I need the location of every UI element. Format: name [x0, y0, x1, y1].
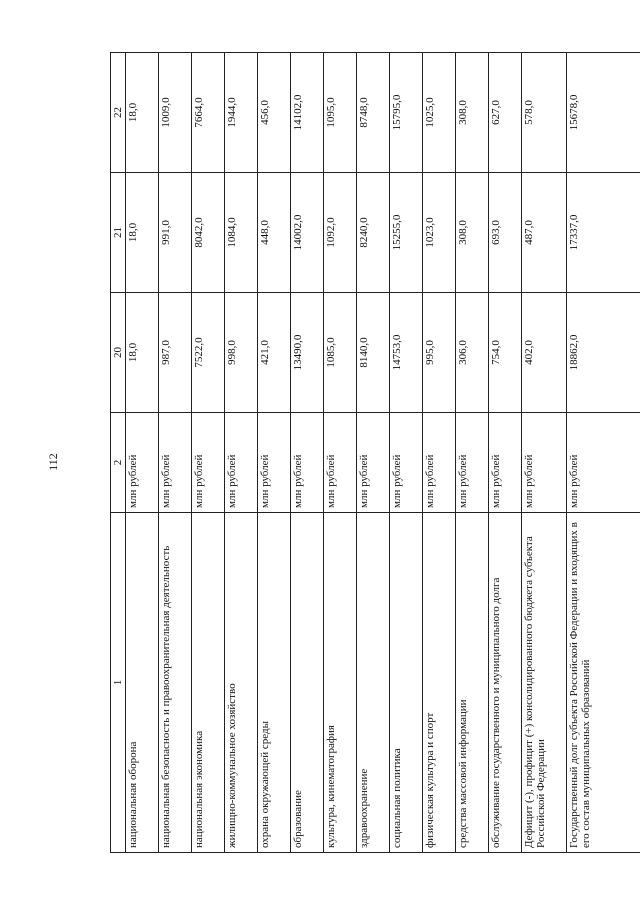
table-row — [456, 53, 489, 853]
value-22: 15795,0 — [390, 53, 423, 173]
value-22: 18,0 — [126, 53, 159, 173]
row-name: национальная оборона — [126, 513, 159, 853]
table-row — [159, 53, 192, 853]
column-header: 21 — [111, 173, 126, 293]
column-header: 20 — [111, 293, 126, 413]
value-21: 991,0 — [159, 173, 192, 293]
value-20: 18862,0 — [567, 293, 640, 413]
table-row — [489, 53, 522, 853]
table-row — [126, 53, 159, 853]
value-20: 995,0 — [423, 293, 456, 413]
value-22: 7664,0 — [192, 53, 225, 173]
row-unit: млн рублей — [456, 413, 489, 513]
table-body — [126, 53, 640, 853]
table-row — [567, 53, 640, 853]
row-name: здравоохранение — [357, 513, 390, 853]
value-21: 14002,0 — [291, 173, 324, 293]
row-unit: млн рублей — [522, 413, 567, 513]
value-22: 456,0 — [258, 53, 291, 173]
table-row — [192, 53, 225, 853]
value-22: 1944,0 — [225, 53, 258, 173]
row-name: национальная безопасность и правоохранительная деятельность — [159, 513, 192, 853]
value-21: 17337,0 — [567, 173, 640, 293]
row-unit: млн рублей — [357, 413, 390, 513]
row-unit: млн рублей — [126, 413, 159, 513]
row-unit: млн рублей — [159, 413, 192, 513]
budget-table — [110, 52, 640, 853]
row-name: Государственный долг субъекта Российской Федерации и входящих в его состав муниципальных образований — [567, 513, 640, 853]
table-row — [258, 53, 291, 853]
value-22: 8748,0 — [357, 53, 390, 173]
row-unit: млн рублей — [567, 413, 640, 513]
row-name: образование — [291, 513, 324, 853]
row-name: физическая культура и спорт — [423, 513, 456, 853]
column-header: 2 — [111, 413, 126, 513]
column-header: 22 — [111, 53, 126, 173]
row-name: средства массовой информации — [456, 513, 489, 853]
table-row — [225, 53, 258, 853]
value-20: 421,0 — [258, 293, 291, 413]
table-row — [390, 53, 423, 853]
value-21: 1084,0 — [225, 173, 258, 293]
value-21: 15255,0 — [390, 173, 423, 293]
row-name: обслуживание государственного и муниципального долга — [489, 513, 522, 853]
column-header: 1 — [111, 513, 126, 853]
table-header-row — [111, 53, 126, 853]
value-21: 1023,0 — [423, 173, 456, 293]
row-unit: млн рублей — [192, 413, 225, 513]
value-22: 627,0 — [489, 53, 522, 173]
row-unit: млн рублей — [258, 413, 291, 513]
value-21: 8042,0 — [192, 173, 225, 293]
row-unit: млн рублей — [291, 413, 324, 513]
value-20: 402,0 — [522, 293, 567, 413]
row-unit: млн рублей — [225, 413, 258, 513]
value-21: 693,0 — [489, 173, 522, 293]
row-name: жилищно-коммунальное хозяйство — [225, 513, 258, 853]
value-20: 7522,0 — [192, 293, 225, 413]
value-21: 448,0 — [258, 173, 291, 293]
value-22: 14102,0 — [291, 53, 324, 173]
value-21: 487,0 — [522, 173, 567, 293]
value-21: 8240,0 — [357, 173, 390, 293]
row-unit: млн рублей — [324, 413, 357, 513]
budget-table-container — [110, 53, 592, 853]
value-22: 1009,0 — [159, 53, 192, 173]
value-20: 998,0 — [225, 293, 258, 413]
value-21: 18,0 — [126, 173, 159, 293]
value-20: 13490,0 — [291, 293, 324, 413]
page-number: 112 — [46, 453, 60, 471]
table-row — [324, 53, 357, 853]
value-22: 578,0 — [522, 53, 567, 173]
row-unit: млн рублей — [390, 413, 423, 513]
row-unit: млн рублей — [489, 413, 522, 513]
table-row — [357, 53, 390, 853]
row-name: культура, кинематография — [324, 513, 357, 853]
row-name: национальная экономика — [192, 513, 225, 853]
value-20: 306,0 — [456, 293, 489, 413]
value-20: 8140,0 — [357, 293, 390, 413]
row-name: охрана окружающей среды — [258, 513, 291, 853]
row-name: социальная политика — [390, 513, 423, 853]
row-name: Дефицит (-), профицит (+) консолидированного бюджета субъекта Российской Федерации — [522, 513, 567, 853]
value-20: 987,0 — [159, 293, 192, 413]
value-22: 1025,0 — [423, 53, 456, 173]
table-row — [423, 53, 456, 853]
value-20: 1085,0 — [324, 293, 357, 413]
value-22: 15678,0 — [567, 53, 640, 173]
value-21: 1092,0 — [324, 173, 357, 293]
value-20: 18,0 — [126, 293, 159, 413]
value-20: 14753,0 — [390, 293, 423, 413]
row-unit: млн рублей — [423, 413, 456, 513]
value-21: 308,0 — [456, 173, 489, 293]
value-20: 754,0 — [489, 293, 522, 413]
value-22: 308,0 — [456, 53, 489, 173]
value-22: 1095,0 — [324, 53, 357, 173]
table-row — [291, 53, 324, 853]
table-row — [522, 53, 567, 853]
